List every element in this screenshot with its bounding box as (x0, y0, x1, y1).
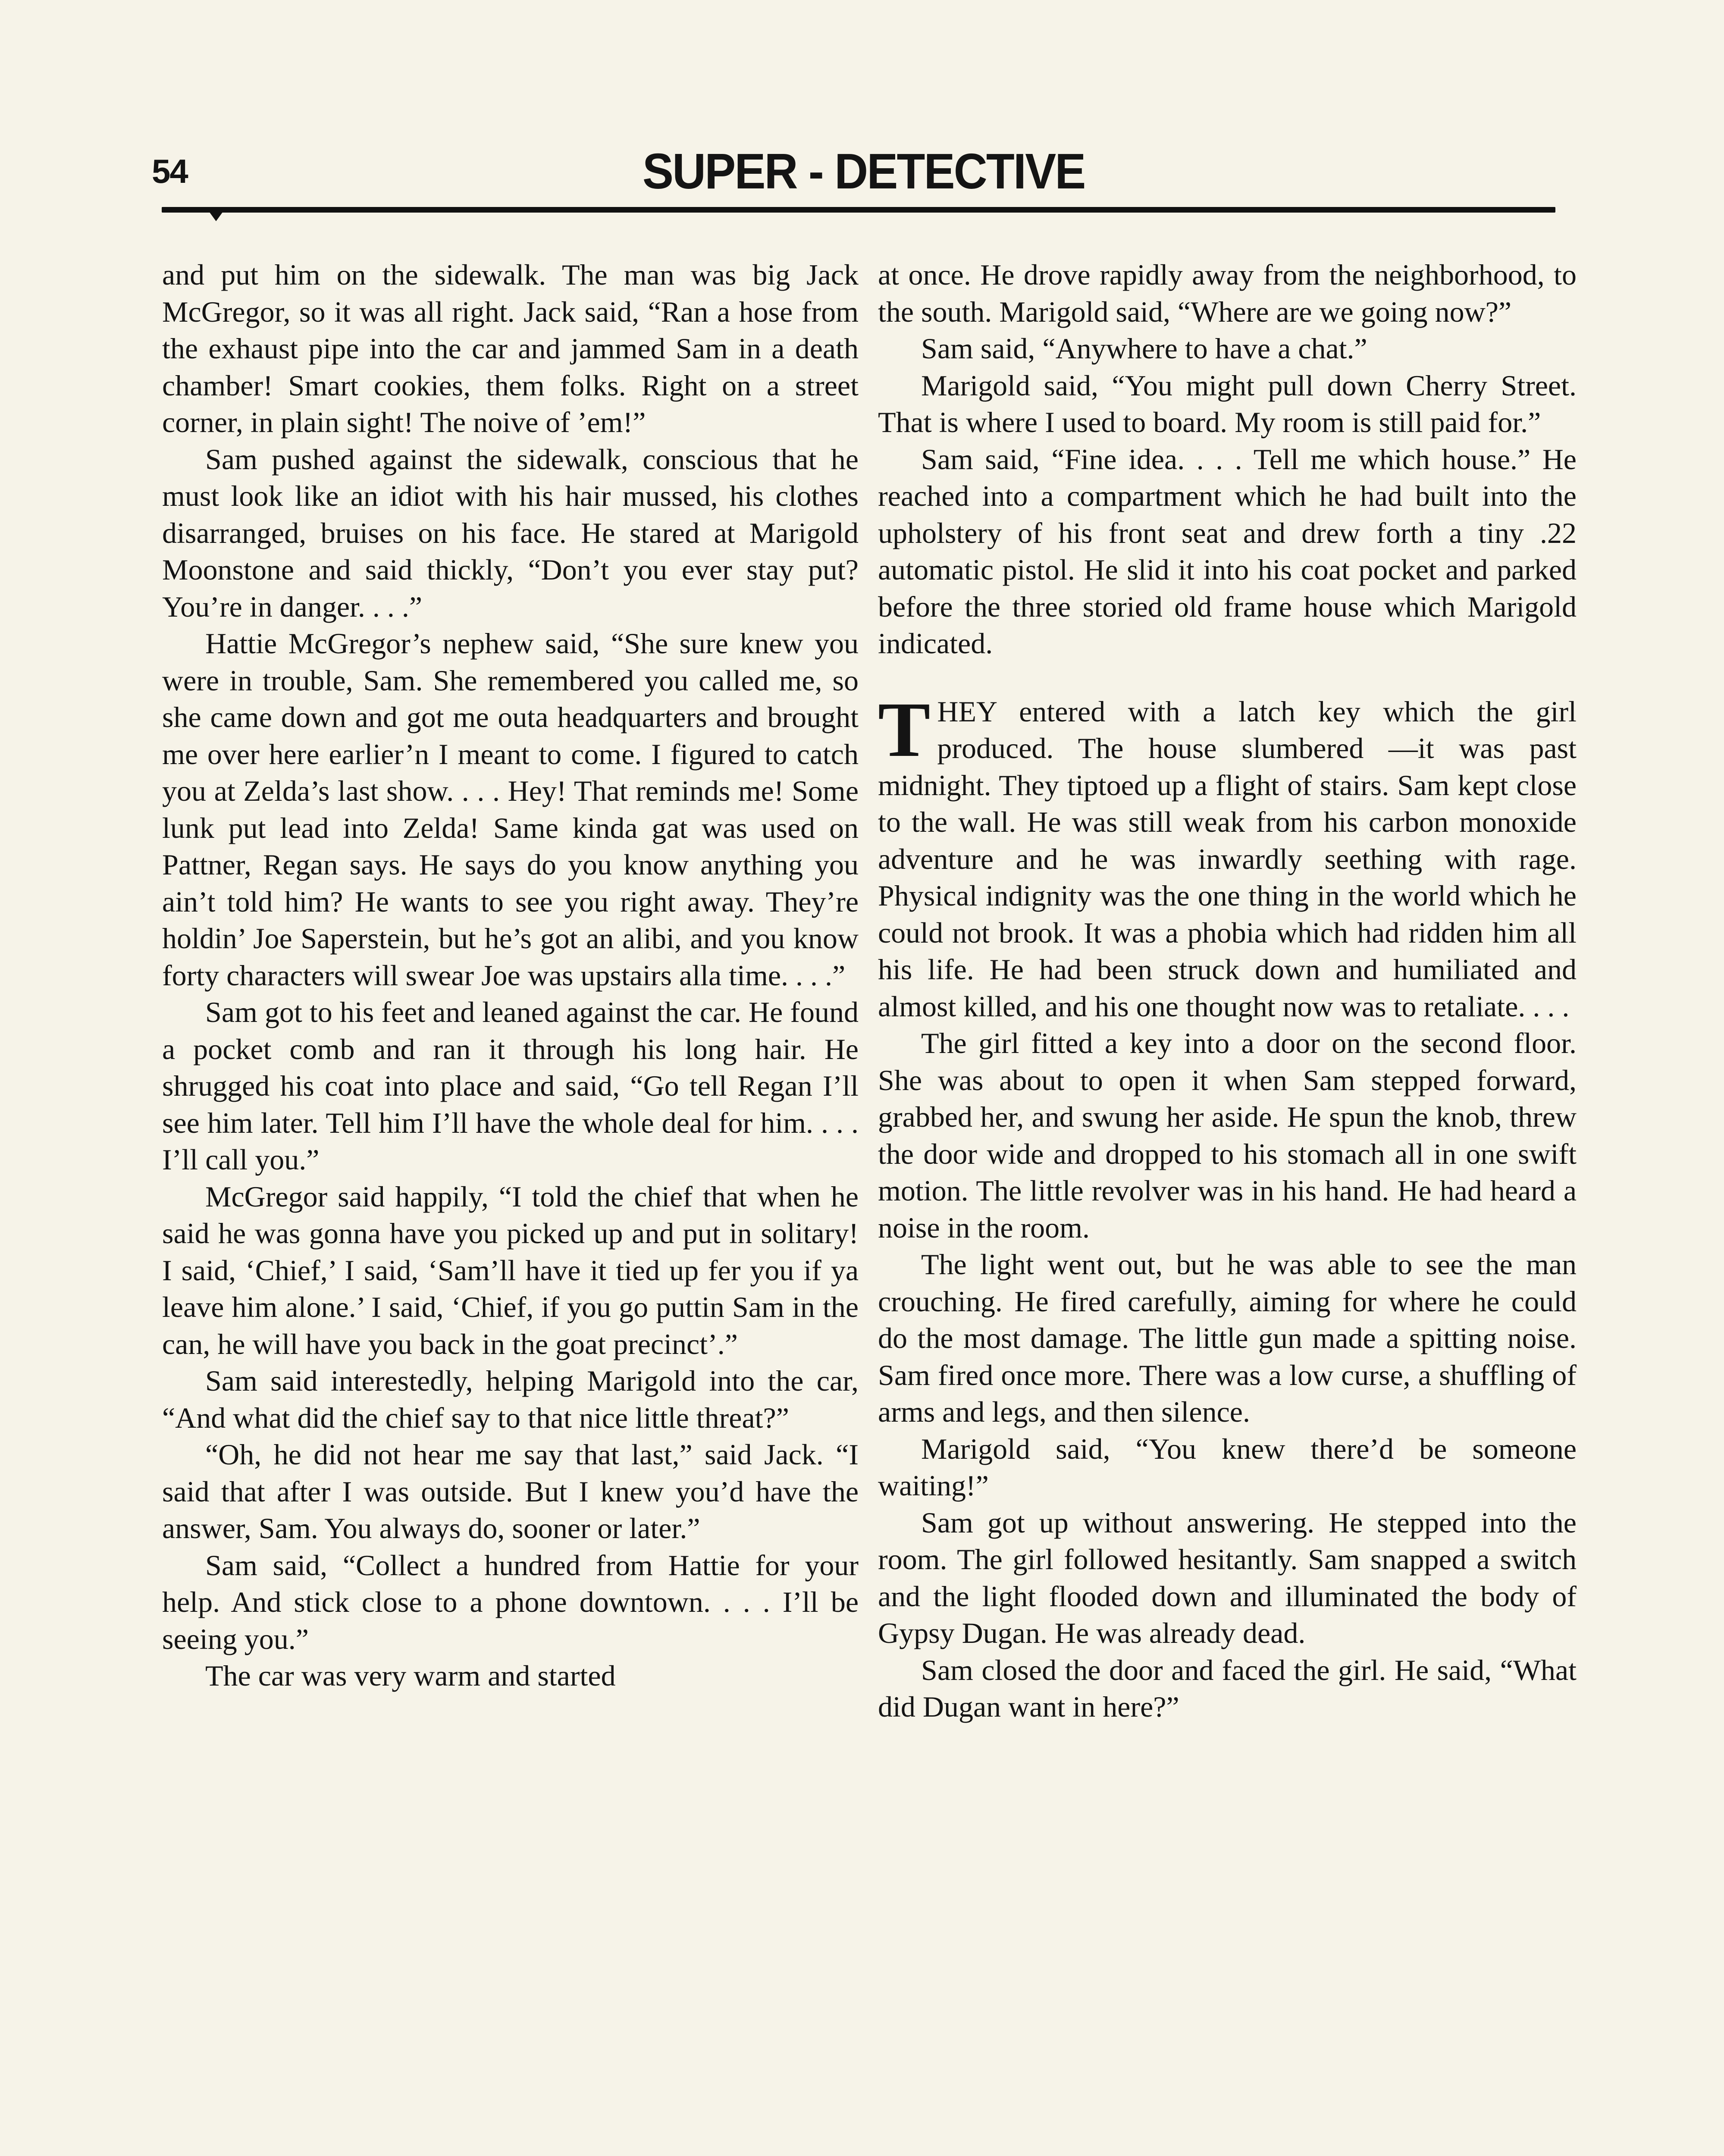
paragraph: Sam said, “Fine idea. . . . Tell me which house.” He reached into a compartment which he had built into the upholstery of his front seat and drew forth a tiny .22 automatic pistol. He slid it into his coat pocket and parked before the three storied old frame house which Marigold indicated. (878, 442, 1577, 660)
paragraph: Marigold said, “You knew there’d be someone waiting!” (878, 1432, 1577, 1502)
paragraph: Sam closed the door and faced the girl. He said, “What did Dugan want in here?” (878, 1653, 1577, 1723)
paragraph: Sam said, “Anywhere to have a chat.” (921, 332, 1367, 365)
paragraph: Sam got to his feet and leaned against the car. He found a pocket comb and ran it through his long hair. He shrugged his coat into place and said, “Go tell Regan I’ll see him later. Tell him I’ll have the whole deal for him. . . . I’ll call you.” (162, 996, 859, 1176)
paragraph: Sam pushed against the sidewalk, conscious that he must look like an idiot with his hair mussed, his clothes disarranged, bruises on his face. He stared at Marigold Moonstone and said thickly, “Don’t you ever stay put? You’re in danger. . . .” (162, 442, 859, 623)
right-column (878, 257, 1577, 1726)
drop-cap: T (878, 686, 931, 773)
paragraph: Sam said interestedly, helping Marigold into the car, “And what did the chief say to that nice little threat?” (162, 1364, 859, 1434)
paragraph: McGregor said happily, “I told the chief that when he said he was gonna have you picked up and put in solitary! I said, ‘Chief,’ I said, ‘Sam’ll have it tied up fer you if ya leave him alone.’ I said, ‘Chief, if you go puttin Sam in the can, he will have you back in the goat precinct’.” (162, 1180, 859, 1360)
paragraph: “Oh, he did not hear me say that last,” said Jack. “I said that after I was outside. But I knew you’d have the answer, Sam. You always do, sooner or later.” (162, 1438, 859, 1545)
paragraph: at once. He drove rapidly away from the neighborhood, to the south. Marigold said, “Where are we going now?” (878, 258, 1577, 328)
paragraph: and put him on the sidewalk. The man was big Jack McGregor, so it was all right. Jack said, “Ran a hose from the exhaust pipe into the car and jammed Sam in a death chamber! Smart cookies, them folks. Right on a street corner, in plain sight! The noive of ’em!” (162, 258, 859, 439)
paragraph: Sam said, “Collect a hundred from Hattie for your help. And stick close to a phone downtown. . . . I’ll be seeing you.” (162, 1548, 859, 1655)
magazine-title: SUPER - DETECTIVE (643, 143, 1085, 199)
left-column (162, 257, 859, 1695)
section-start-paragraph (878, 686, 1577, 1025)
page-number: 54 (152, 152, 188, 190)
section-paragraph-text: the girl produced. The house slumbered —it was past midnight. They tiptoed up a flight of stairs. Sam kept close to the wall. He was still weak from his carbon monoxide adventure and he was inwardly seething with rage. Physical indignity was the one thing in the world which he could not brook. It was a phobia which had ridden him all his life. He had been struck down and humiliated and almost killed, and his one thought now was to retaliate. . . . (878, 695, 1577, 1023)
header-rule (162, 207, 1555, 213)
paragraph: Marigold said, “You might pull down Cherry Street. That is where I used to board. My room is still paid for.” (878, 369, 1577, 439)
section-lead-in: HEY entered with a latch key which (937, 695, 1455, 728)
paragraph: The light went out, but he was able to see the man crouching. He fired carefully, aiming for where he could do the most damage. The little gun made a spitting noise. Sam fired once more. There was a low curse, a shuffling of arms and legs, and then silence. (878, 1248, 1577, 1428)
paragraph: Sam got up without answering. He stepped into the room. The girl followed hesitantly. Sam snapped a switch and the light flooded down and illuminated the body of Gypsy Dugan. He was already dead. (878, 1506, 1577, 1649)
paragraph: The car was very warm and started (205, 1659, 616, 1692)
paragraph: Hattie McGregor’s nephew said, “She sure knew you were in trouble, Sam. She remembered you called me, so she came down and got me outa headquarters and brought me over here earlier’n I meant to come. I figured to catch you at Zelda’s last show. . . . Hey! That reminds me! Some lunk put lead into Zelda! Same kinda gat was used on Pattner, Regan says. He says do you know anything you ain’t told him? He wants to see you right away. They’re holdin’ Joe Saperstein, but he’s got an alibi, and you know forty characters will swear Joe was upstairs alla time. . . .” (162, 627, 859, 992)
header-rule-tip (209, 212, 223, 221)
paragraph: The girl fitted a key into a door on the second floor. She was about to open it when Sam stepped forward, grabbed her, and swung her aside. He spun the knob, threw the door wide and dropped to his stomach all in one swift motion. The little revolver was in his hand. He had heard a noise in the room. (878, 1027, 1577, 1244)
